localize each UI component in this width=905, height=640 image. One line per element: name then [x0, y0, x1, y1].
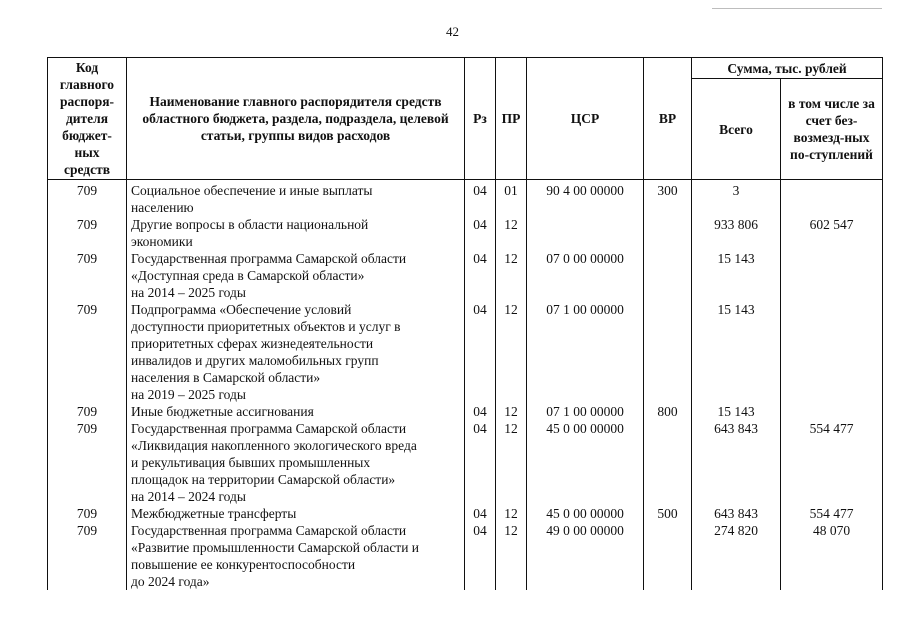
- header-code-line: распоря-: [59, 94, 115, 109]
- cell-grants: 554 477: [781, 420, 883, 505]
- header-sum: Сумма, тыс. рублей: [692, 58, 883, 79]
- name-line: Иные бюджетные ассигнования: [131, 404, 314, 419]
- cell-name: [127, 216, 465, 250]
- cell-csr: 45 0 00 00000: [527, 420, 644, 505]
- cell-csr: 49 0 00 00000: [527, 522, 644, 590]
- cell-total: 643 843: [692, 505, 781, 522]
- name-line: площадок на территории Самарской области»: [131, 472, 396, 487]
- cell-rz: 04: [465, 180, 496, 217]
- header-vr: ВР: [644, 58, 692, 180]
- cell-pr: 12: [496, 403, 527, 420]
- table-row: [48, 180, 883, 217]
- table-row: [48, 403, 883, 420]
- name-line: повышение ее конкурентоспособности: [131, 557, 356, 572]
- table-row: [48, 420, 883, 505]
- cell-grants: [781, 250, 883, 301]
- cell-total: 274 820: [692, 522, 781, 590]
- budget-table: [47, 57, 883, 590]
- cell-code: 709: [48, 403, 127, 420]
- table-row: [48, 522, 883, 590]
- table-row: [48, 301, 883, 403]
- cell-grants: [781, 180, 883, 217]
- header-code: [48, 58, 127, 180]
- cell-pr: 12: [496, 505, 527, 522]
- cell-vr: [644, 420, 692, 505]
- cell-code: 709: [48, 505, 127, 522]
- cell-name: [127, 420, 465, 505]
- cell-total: 15 143: [692, 250, 781, 301]
- cell-name: [127, 522, 465, 590]
- cell-pr: 12: [496, 301, 527, 403]
- cell-name: [127, 180, 465, 217]
- header-code-line: главного: [59, 77, 115, 92]
- cell-vr: 300: [644, 180, 692, 217]
- name-line: Подпрограмма «Обеспечение условий: [131, 302, 352, 317]
- page-number: 42: [446, 24, 459, 39]
- cell-csr: 45 0 00 00000: [527, 505, 644, 522]
- name-line: населению: [131, 200, 194, 215]
- scan-edge-line: [712, 8, 882, 9]
- cell-code: 709: [48, 522, 127, 590]
- cell-grants: 602 547: [781, 216, 883, 250]
- name-line: экономики: [131, 234, 193, 249]
- header-total: Всего: [692, 79, 781, 180]
- name-line: «Ликвидация накопленного экологического вреда: [131, 438, 417, 453]
- name-line: до 2024 года»: [131, 574, 210, 589]
- name-line: Государственная программа Самарской области: [131, 251, 407, 266]
- cell-rz: 04: [465, 403, 496, 420]
- name-line: на 2019 – 2025 годы: [131, 387, 246, 402]
- cell-code: 709: [48, 180, 127, 217]
- header-csr: ЦСР: [527, 58, 644, 180]
- header-code-line: дителя: [65, 111, 109, 126]
- cell-pr: 01: [496, 180, 527, 217]
- cell-total: 933 806: [692, 216, 781, 250]
- table-header: [48, 58, 883, 180]
- cell-rz: 04: [465, 522, 496, 590]
- cell-pr: 12: [496, 216, 527, 250]
- header-rz: Рз: [465, 58, 496, 180]
- name-line: населения в Самарской области»: [131, 370, 321, 385]
- cell-rz: 04: [465, 216, 496, 250]
- cell-total: 15 143: [692, 301, 781, 403]
- header-code-line: ных: [74, 145, 100, 160]
- name-line: Другие вопросы в области национальной: [131, 217, 369, 232]
- header-name: Наименование главного распорядителя средств областного бюджета, раздела, подраздела, целевой статьи, группы видов расходов: [127, 58, 465, 180]
- name-line: на 2014 – 2024 годы: [131, 489, 246, 504]
- cell-vr: [644, 301, 692, 403]
- name-line: Государственная программа Самарской области: [131, 421, 407, 436]
- cell-pr: 12: [496, 250, 527, 301]
- name-line: Межбюджетные трансферты: [131, 506, 297, 521]
- cell-name: [127, 250, 465, 301]
- cell-csr: 07 1 00 00000: [527, 301, 644, 403]
- cell-total: 643 843: [692, 420, 781, 505]
- cell-csr: [527, 216, 644, 250]
- name-line: инвалидов и других маломобильных групп: [131, 353, 379, 368]
- cell-csr: 07 0 00 00000: [527, 250, 644, 301]
- cell-code: 709: [48, 250, 127, 301]
- name-line: доступности приоритетных объектов и услуг в: [131, 319, 401, 334]
- header-grants: в том числе за счет без-возмезд-ных по-ступлений: [781, 79, 883, 180]
- cell-pr: 12: [496, 522, 527, 590]
- cell-total: 3: [692, 180, 781, 217]
- table-body: [48, 180, 883, 591]
- header-pr: ПР: [496, 58, 527, 180]
- cell-grants: 554 477: [781, 505, 883, 522]
- name-line: «Доступная среда в Самарской области»: [131, 268, 365, 283]
- cell-vr: [644, 250, 692, 301]
- cell-grants: [781, 301, 883, 403]
- table-row: [48, 216, 883, 250]
- cell-csr: 07 1 00 00000: [527, 403, 644, 420]
- name-line: приоритетных сферах жизнедеятельности: [131, 336, 374, 351]
- cell-csr: 90 4 00 00000: [527, 180, 644, 217]
- cell-name: [127, 505, 465, 522]
- cell-code: 709: [48, 301, 127, 403]
- cell-pr: 12: [496, 420, 527, 505]
- cell-vr: 800: [644, 403, 692, 420]
- cell-code: 709: [48, 216, 127, 250]
- cell-rz: 04: [465, 420, 496, 505]
- cell-vr: [644, 522, 692, 590]
- header-code-line: средств: [63, 162, 111, 177]
- cell-vr: 500: [644, 505, 692, 522]
- cell-total: 15 143: [692, 403, 781, 420]
- name-line: Государственная программа Самарской области: [131, 523, 407, 538]
- name-line: «Развитие промышленности Самарской области и: [131, 540, 420, 555]
- name-line: и рекультивация бывших промышленных: [131, 455, 371, 470]
- cell-rz: 04: [465, 505, 496, 522]
- cell-grants: [781, 403, 883, 420]
- cell-vr: [644, 216, 692, 250]
- header-code-line: Код: [75, 60, 99, 75]
- cell-rz: 04: [465, 301, 496, 403]
- name-line: на 2014 – 2025 годы: [131, 285, 246, 300]
- header-code-line: бюджет-: [62, 128, 112, 143]
- cell-code: 709: [48, 420, 127, 505]
- name-line: Социальное обеспечение и иные выплаты: [131, 183, 373, 198]
- cell-rz: 04: [465, 250, 496, 301]
- cell-name: [127, 403, 465, 420]
- cell-grants: 48 070: [781, 522, 883, 590]
- cell-name: [127, 301, 465, 403]
- table-row: [48, 250, 883, 301]
- table-row: [48, 505, 883, 522]
